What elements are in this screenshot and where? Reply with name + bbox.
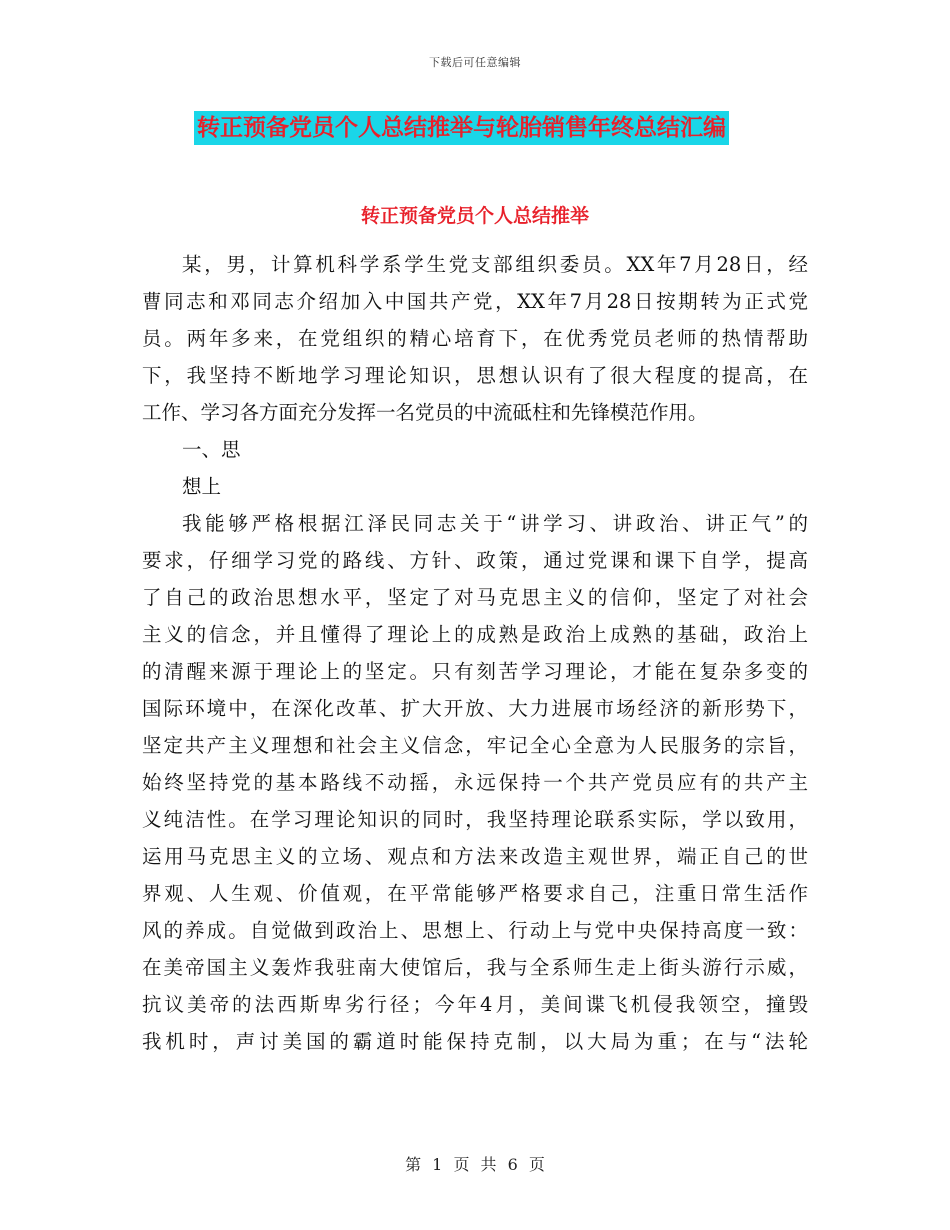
page-number-footer: 第 1 页 共 6 页: [405, 1155, 545, 1174]
body-line: 国际环境中，在深化改革、扩大开放、大力进展市场经济的新形势下，: [142, 697, 808, 720]
body-line: 运用马克思主义的立场、观点和方法来改造主观世界，端正自己的世: [142, 845, 808, 868]
document-title-highlight: [194, 111, 729, 145]
body-line: 工作、学习各方面充分发挥一名党员的中流砥柱和先锋模范作用。: [142, 401, 708, 424]
body-line: 抗议美帝的法西斯卑劣行径；今年4月，美间谍飞机侵我领空，撞毁: [142, 993, 808, 1016]
body-line: 风的养成。自觉做到政治上、思想上、行动上与党中央保持高度一致：: [142, 919, 808, 942]
body-line: 要求，仔细学习党的路线、方针、政策，通过党课和课下自学，提高: [142, 549, 808, 572]
subheading-line: 一、思: [182, 438, 241, 461]
document-title: 转正预备党员个人总结推举与轮胎销售年终总结汇编: [194, 111, 729, 145]
body-line: 员。两年多来，在党组织的精心培育下，在优秀党员老师的热情帮助: [142, 327, 808, 350]
body-line: 界观、人生观、价值观，在平常能够严格要求自己，注重日常生活作: [142, 882, 808, 905]
body-line: 坚定共产主义理想和社会主义信念，牢记全心全意为人民服务的宗旨，: [142, 734, 808, 757]
body-line: 的清醒来源于理论上的坚定。只有刻苦学习理论，才能在复杂多变的: [142, 660, 808, 683]
body-line: 主义的信念，并且懂得了理论上的成熟是政治上成熟的基础，政治上: [142, 623, 808, 646]
body-line: 我机时，声讨美国的霸道时能保持克制，以大局为重；在与“法轮: [142, 1030, 808, 1053]
body-line: 下，我坚持不断地学习理论知识，思想认识有了很大程度的提高，在: [142, 364, 808, 387]
body-line: 我能够严格根据江泽民同志关于“讲学习、讲政治、讲正气”的: [182, 512, 808, 535]
body-line: 某，男，计算机科学系学生党支部组织委员。XX年7月28日，经: [182, 253, 808, 276]
body-line: 曹同志和邓同志介绍加入中国共产党，XX年7月28日按期转为正式党: [142, 290, 808, 313]
body-line: 了自己的政治思想水平，坚定了对马克思主义的信仰，坚定了对社会: [142, 586, 808, 609]
body-line: 义纯洁性。在学习理论知识的同时，我坚持理论联系实际，学以致用，: [142, 808, 808, 831]
section-title: 转正预备党员个人总结推举: [360, 205, 589, 227]
document-body: [142, 246, 808, 1060]
body-line: 在美帝国主义轰炸我驻南大使馆后，我与全系师生走上街头游行示威，: [142, 956, 808, 979]
page-header-note: 下载后可任意编辑: [429, 56, 521, 69]
subheading-line: 想上: [182, 475, 222, 498]
body-line: 始终坚持党的基本路线不动摇，永远保持一个共产党员应有的共产主: [142, 771, 808, 794]
